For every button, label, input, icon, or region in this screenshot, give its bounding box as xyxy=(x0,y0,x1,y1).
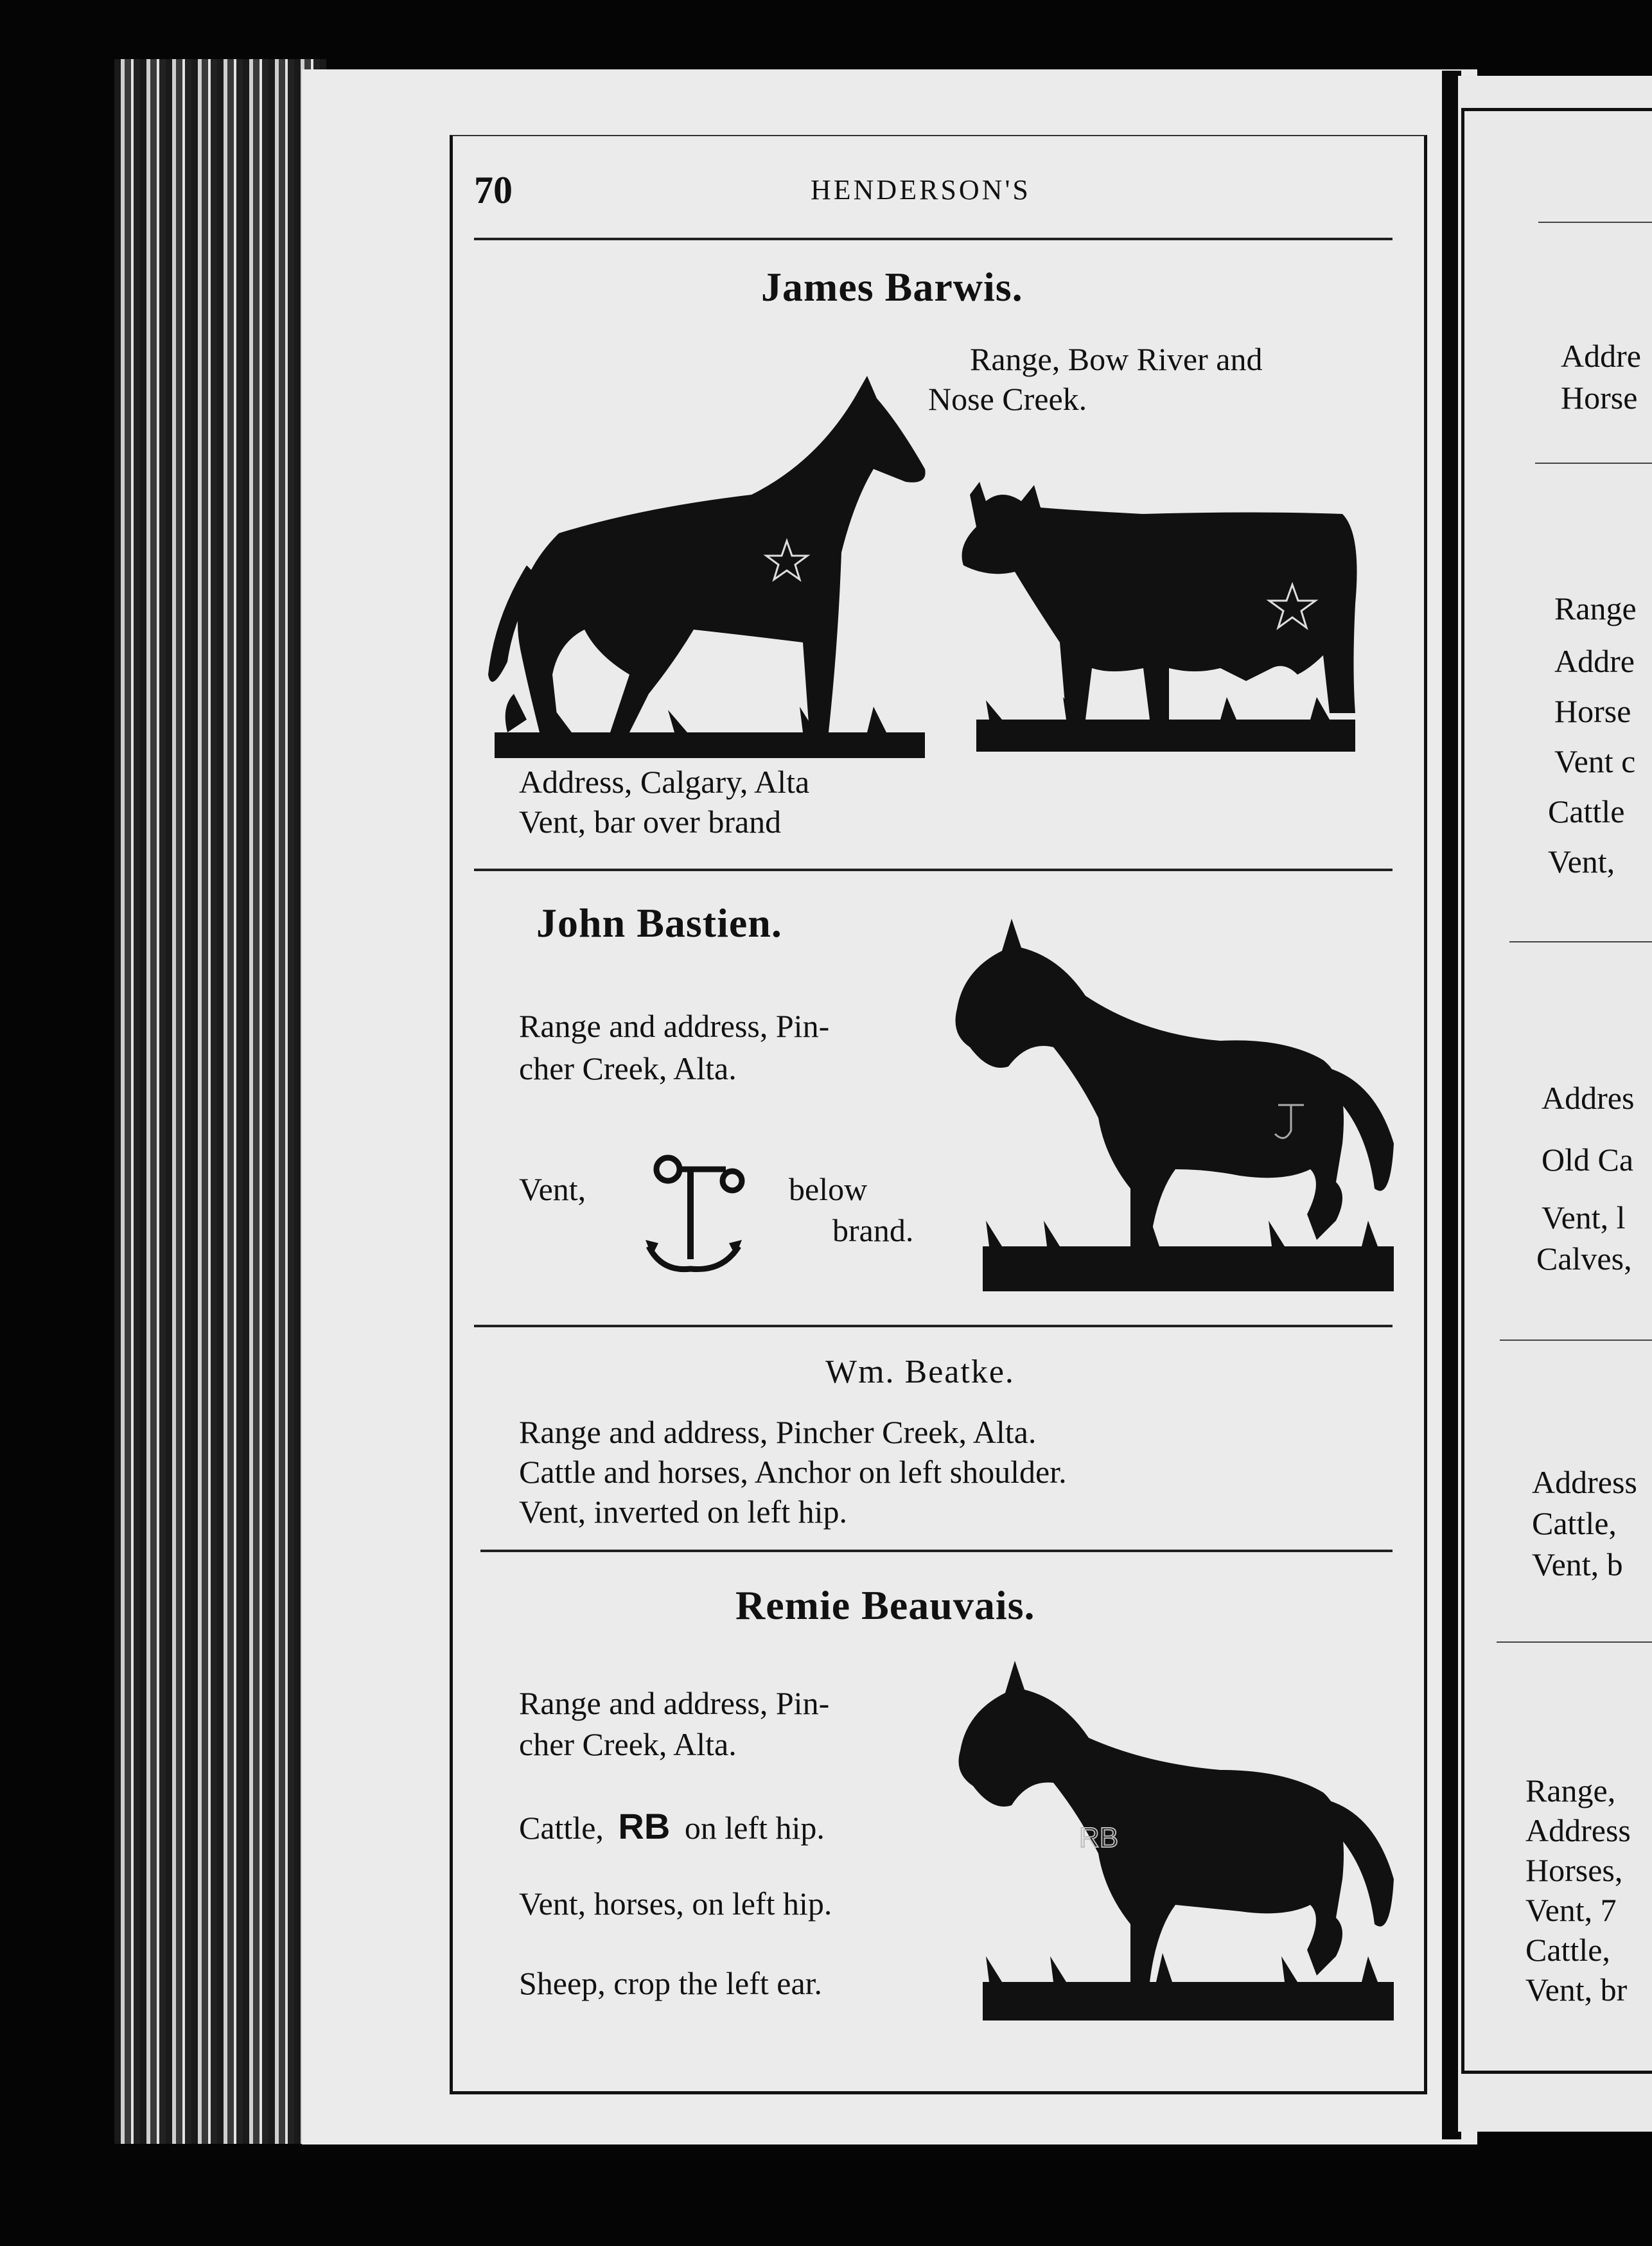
right-line: Cattle, xyxy=(1525,1932,1610,1968)
right-line: Vent, 7 xyxy=(1525,1892,1617,1928)
beauvais-cattle xyxy=(519,1805,825,1847)
right-line: Vent, xyxy=(1548,844,1615,880)
barwis-vent: Vent, bar over brand xyxy=(519,804,782,840)
horse-icon xyxy=(482,373,931,758)
barwis-range-line1: Range, Bow River and xyxy=(970,341,1263,377)
barwis-range-line2: Nose Creek. xyxy=(928,381,1087,417)
beatke-line3: Vent, inverted on left hip. xyxy=(519,1494,847,1530)
right-line: Horse xyxy=(1554,693,1631,729)
bastien-range-line1: Range and address, Pin- xyxy=(519,1008,830,1044)
barwis-address: Address, Calgary, Alta xyxy=(519,764,810,800)
book-page-edges xyxy=(114,59,326,2144)
beauvais-range-line2: cher Creek, Alta. xyxy=(519,1726,737,1762)
bastien-vent-right1: below xyxy=(789,1171,868,1207)
right-line: Addre xyxy=(1561,338,1641,374)
right-line: Addres xyxy=(1542,1080,1635,1116)
entry-name-barwis: James Barwis. xyxy=(761,264,1023,310)
right-rule xyxy=(1500,1340,1652,1341)
right-line: Old Ca xyxy=(1542,1142,1634,1178)
horse-icon xyxy=(951,1654,1394,2027)
entry-name-beatke: Wm. Beatke. xyxy=(825,1354,1015,1390)
right-line: Calves, xyxy=(1536,1241,1632,1277)
beauvais-cattle-suffix: on left hip. xyxy=(684,1810,825,1846)
entry-rule xyxy=(474,869,1393,871)
right-line: Address xyxy=(1532,1464,1637,1500)
beauvais-cattle-prefix: Cattle, xyxy=(519,1810,604,1846)
beauvais-vent: Vent, horses, on left hip. xyxy=(519,1886,832,1922)
right-rule xyxy=(1497,1641,1652,1643)
right-line: Range xyxy=(1554,590,1637,626)
right-line: Cattle, xyxy=(1532,1505,1617,1541)
beatke-line1: Range and address, Pincher Creek, Alta. xyxy=(519,1414,1037,1450)
bastien-range-line2: cher Creek, Alta. xyxy=(519,1050,737,1086)
beauvais-range-line1: Range and address, Pin- xyxy=(519,1685,830,1721)
right-rule xyxy=(1538,222,1652,223)
right-line: Vent, b xyxy=(1532,1546,1623,1582)
right-line: Horses, xyxy=(1525,1852,1623,1888)
beauvais-sheep: Sheep, crop the left ear. xyxy=(519,1965,823,2001)
bastien-vent-left: Vent, xyxy=(519,1171,586,1207)
right-line: Vent, br xyxy=(1525,1972,1628,2008)
entry-name-bastien: John Bastien. xyxy=(536,900,782,946)
entry-name-beauvais: Remie Beauvais. xyxy=(735,1582,1035,1628)
right-rule xyxy=(1509,941,1652,942)
right-line: Vent c xyxy=(1554,743,1636,779)
right-line: Addre xyxy=(1554,643,1635,679)
entry-rule xyxy=(474,1325,1393,1327)
page-number: 70 xyxy=(474,169,513,211)
horse-icon xyxy=(951,912,1394,1304)
rb-brand: RB xyxy=(618,1806,671,1846)
cow-icon xyxy=(951,475,1362,758)
right-line: Address xyxy=(1525,1812,1631,1848)
right-line: Horse xyxy=(1561,380,1638,416)
running-head: HENDERSON'S xyxy=(811,174,1031,206)
entry-rule xyxy=(480,1550,1393,1552)
header-rule xyxy=(474,238,1393,240)
beatke-line2: Cattle and horses, Anchor on left shoulder. xyxy=(519,1454,1067,1490)
bastien-vent-right2: brand. xyxy=(832,1212,914,1248)
anchor-icon xyxy=(642,1150,751,1278)
right-line: Cattle xyxy=(1548,793,1625,829)
rb-horse-brand: RB xyxy=(1079,1822,1119,1853)
right-line: Range, xyxy=(1525,1773,1616,1808)
right-line: Vent, l xyxy=(1542,1199,1626,1235)
right-rule xyxy=(1535,463,1652,464)
